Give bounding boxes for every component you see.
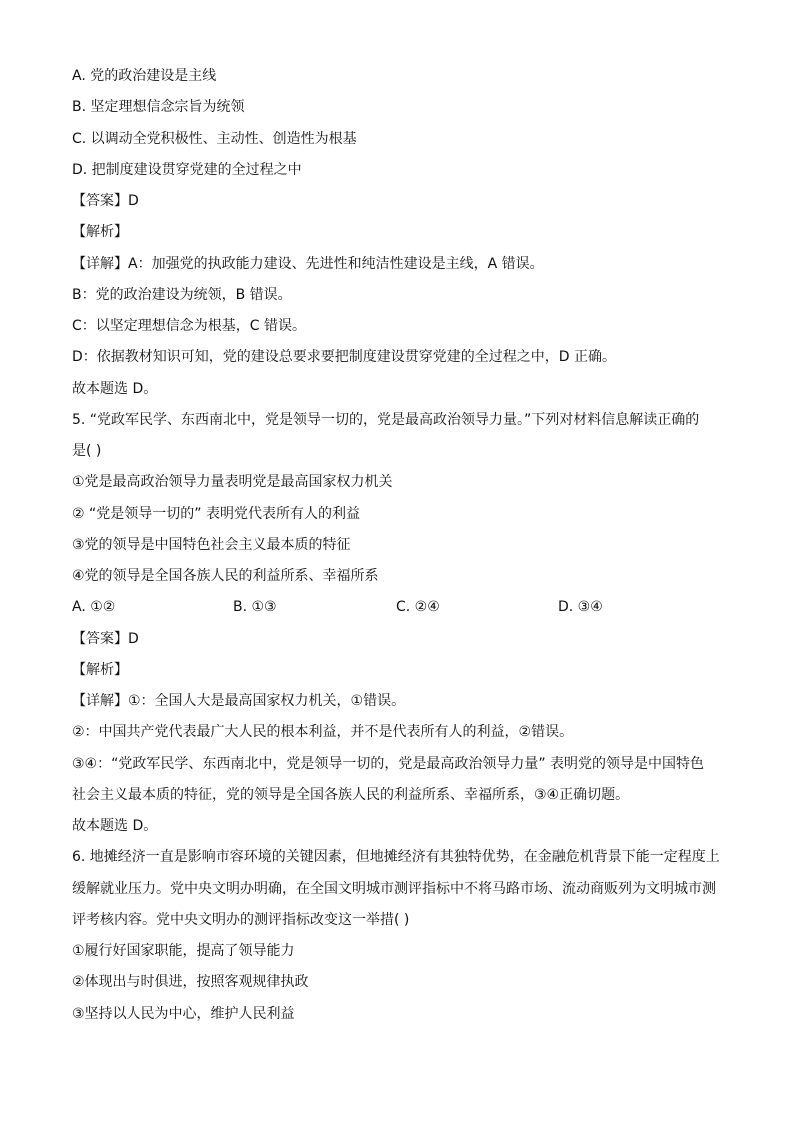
q5-statement-3: ③党的领导是中国特色社会主义最本质的特征 — [72, 537, 351, 553]
q6-statement-3: ③坚持以人民为中心，维护人民利益 — [72, 1006, 295, 1022]
q5-stem-line-2: 是( ) — [72, 443, 102, 459]
q5-choice-d: D. ③④ — [558, 599, 603, 615]
q5-statement-2: ② “党是领导一切的” 表明党代表所有人的利益 — [72, 506, 360, 522]
q6-stem-line-2: 缓解就业压力。党中央文明办明确，在全国文明城市测评指标中不将马路市场、流动商贩列为文明城市测 — [72, 881, 716, 897]
q4-conclusion: 故本题选 D。 — [72, 381, 158, 397]
q5-statement-1: ①党是最高政治领导力量表明党是最高国家权力机关 — [72, 474, 393, 490]
q4-option-b: B. 坚定理想信念宗旨为统领 — [72, 99, 245, 115]
q5-detail-2: ②：中国共产党代表最广大人民的根本利益，并不是代表所有人的利益，②错误。 — [72, 724, 574, 740]
q4-detail-2: B：党的政治建设为统领，B 错误。 — [72, 287, 292, 303]
q5-stem-line-1: 5. “党政军民学、东西南北中，党是领导一切的，党是最高政治领导力量。”下列对材料信息解读正确的 — [72, 412, 700, 428]
q6-stem-line-1: 6. 地摊经济一直是影响市容环境的关键因素，但地摊经济有其独特优势，在金融危机背景下能一定程度上 — [72, 849, 720, 865]
q6-stem-line-3: 评考核内容。党中央文明办的测评指标改变这一举措( ) — [72, 912, 410, 928]
q4-detail-3: C：以坚定理想信念为根基，C 错误。 — [72, 318, 307, 334]
q4-option-a: A. 党的政治建设是主线 — [72, 68, 217, 84]
q5-statement-4: ④党的领导是全国各族人民的利益所系、幸福所系 — [72, 568, 379, 584]
q5-analysis-label: 【解析】 — [72, 662, 128, 678]
q5-conclusion: 故本题选 D。 — [72, 818, 158, 834]
q6-statement-1: ①履行好国家职能，提高了领导能力 — [72, 943, 295, 959]
q4-option-c: C. 以调动全党积极性、主动性、创造性为根基 — [72, 131, 357, 147]
q5-choice-a: A. ①② — [72, 599, 116, 615]
q5-detail-3: ③④：“党政军民学、东西南北中，党是领导一切的，党是最高政治领导力量” 表明党的领导是中国特色 — [72, 756, 705, 772]
q5-answer: 【答案】D — [72, 631, 139, 647]
q5-choice-c: C. ②④ — [396, 599, 440, 615]
q4-option-d: D. 把制度建设贯穿党建的全过程之中 — [72, 162, 302, 178]
q4-answer: 【答案】D — [72, 193, 139, 209]
q4-detail-4: D：依据教材知识可知，党的建设总要求要把制度建设贯穿党建的全过程之中，D 正确。 — [72, 349, 617, 365]
q5-detail-1: 【详解】①：全国人大是最高国家权力机关，①错误。 — [72, 693, 406, 709]
q4-analysis-label: 【解析】 — [72, 224, 128, 240]
q5-detail-4: 社会主义最本质的特征，党的领导是全国各族人民的利益所系、幸福所系，③④正确切题。 — [72, 787, 630, 803]
q6-statement-2: ②体现出与时俱进，按照客观规律执政 — [72, 974, 309, 990]
q4-detail-1: 【详解】A：加强党的执政能力建设、先进性和纯洁性建设是主线，A 错误。 — [72, 256, 544, 272]
q5-choice-b: B. ①③ — [233, 599, 277, 615]
